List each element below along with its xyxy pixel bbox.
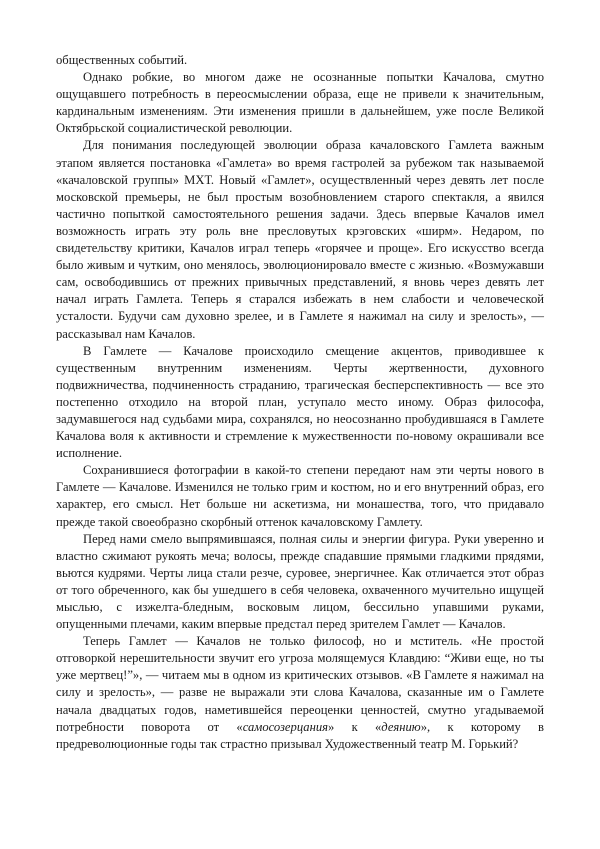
paragraph-text: » к « [327,719,382,734]
paragraph-continuation: общественных событий. [56,53,188,67]
paragraph: Для понимания последующей эволюции образа качаловского Гамлета важным этапом является постановка «Гамлета» во время гастролей за рубежом так называемой «качаловской группы» МХТ. Новый «Гамлет», осуществленный через девять лет после московской премьеры, не был простым возобновлением старого спектакля, а явился частично попыткой самостоятельного решения задачи. Здесь впервые Качалов имел возможность играть эту роль вне пресловутых крэговских «ширм». Недаром, по свидетельству критики, Качалов играл теперь «горячее и проще». Его искусство всегда было живым и чутким, оно менялось, эволюционировало вместе с жизнью. «Возмужавши сам, освободившись от прежних привычных представлений, я вновь через девять лет начал играть Гамлета. Теперь я старался избежать в нем слабости и человеческой усталости. Будучи сам духовно зрелее, и в Гамлете я нажимал на силу и зрелость», — рассказывал нам Качалов. [56,138,544,341]
paragraph [56,633,544,753]
paragraph: Сохранившиеся фотографии в какой-то степени передают нам эти черты нового в Гамлете — Качалове. Изменился не только грим и костюм, но и его внутренний образ, его характер, его смысл. Нет больше ни аскетизма, ни монашества, того, что придавало прежде такой своеобразно скорбный оттенок качаловскому Гамлету. [56,463,544,529]
paragraph-text: », к которому в предреволюционные годы так страстно призывал Художественный театр М. Горький? [56,719,544,751]
italic-term: самосозерцания [242,719,328,734]
italic-term: деянию [381,719,421,734]
paragraph: Однако робкие, во многом даже не осознанные попытки Качалова, смутно ощущавшего потребность в переосмыслении образа, еще не привели к значительным, кардинальным изменениям. Эти изменения пришли в дальнейшем, уже после Великой Октябрьской социалистической революции. [56,70,544,136]
paragraph: Перед нами смело выпрямившаяся, полная силы и энергии фигура. Руки уверенно и властно сжимают рукоять меча; волосы, прежде спадавшие прямыми гладкими прядями, вьются кудрями. Черты лица стали резче, суровее, энергичнее. Как отличается этот образ от того обреченного, как бы ушедшего в себя человека, охваченного мучительно ищущей мыслью, с изжелта-бледным, восковым лицом, бессильно упавшими руками, опущенными плечами, каким впервые предстал перед зрителем Гамлет — Качалов. [56,531,544,632]
paragraph: В Гамлете — Качалове происходило смещение акцентов, приводившее к существенным внутренним изменениям. Черты жертвенности, духовного подвижничества, подчиненность страданию, трагическая бесперспективность — все это постепенно отходило на второй план, уступало место иному. Образ философа, задумавшегося над судьбами мира, сохранялся, но неосознанно пробудившаяся в Гамлете Качалова воля к активности и стремление к мужественности по-новому окрашивали все исполнение. [56,343,544,461]
paragraph-text: Теперь Гамлет — Качалов не только философ, но и мститель. «Не простой отговоркой нерешительности звучит его угроза молящемуся Клавдию: “Живи еще, но ты уже мертвец!”», — читаем мы в одном из критических отзывов. «В Гамлете я нажимал на силу и зрелость», — разве не выражали эти слова Качалова, сказанные им о Гамлете начала двадцатых годов, наметившейся переоценки ценностей, смутно угадываемой потребности поворота от « [56,634,544,734]
